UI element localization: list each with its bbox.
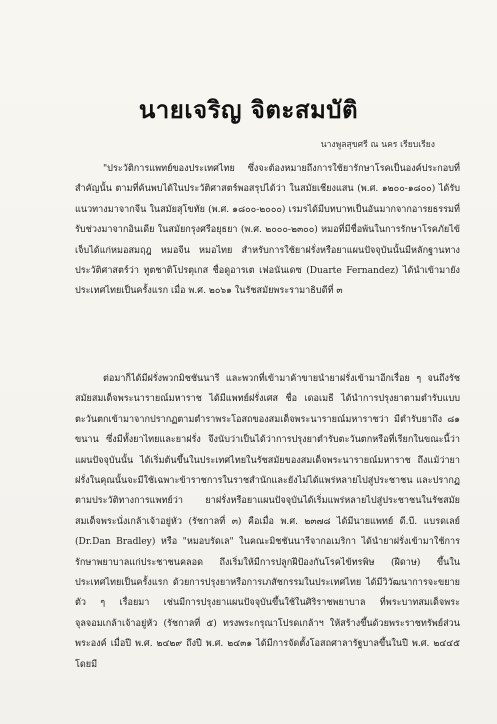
author-line: นางพูลสุขศรี ณ นคร เรียบเรียง: [320, 140, 435, 150]
page-title: นายเจริญ จิตะสมบัติ: [138, 96, 359, 124]
paragraph-2: ต่อมาก็ได้มีฝรั่งพวกมิชชันนารี และพวกที่เข้ามาค้าขายนำยาฝรั่งเข้ามาอีกเรื่อย ๆ จนถึงรัชสมัยสมเด็จพระนารายณ์มหาราช ได้มีแพทย์ฝรั่งเศส ชื่อ เดอเมธี ได้นำการปรุงยาตามตำรับแบบตะวันตกเข้ามาจากปรากฏตามตำราพระโอสถของสมเด็จพระนารายณ์มหาราชว่า มีตำรับยาถึง ๘๑ ขนาน ซึ่งมีทั้งยาไทยและยาฝรั่ง จึงนับว่าเป็นได้ว่าการปรุงยาตำรับตะวันตกหรือที่เรียกในขณะนี้ว่าแผนปัจจุบันนั้น ได้เริ่มต้นขึ้นในประเทศไทยในรัชสมัยของสมเด็จพระนารายณ์มหาราช ถึงแม้ว่ายาฝรั่งในคุณนั้นจะมีใช้เฉพาะข้าราชการในราชสำนักและยังไม่ได้แพร่หลายไปสู่ประชาชน และปรากฏตามประวัติทางการแพทย์ว่า ยาฝรั่งหรือยาแผนปัจจุบันได้เริ่มแพร่หลายไปสู่ประชาชนในรัชสมัยสมเด็จพระนั่งเกล้าเจ้าอยู่หัว (รัชกาลที่ ๓) คือเมื่อ พ.ศ. ๒๓๗๘ ได้มีนายแพทย์ ดี.บี. แบรดเลย์ (Dr.Dan Bradley) หรือ "หมอบรัดเล" ในคณะมิชชันนารีจากอเมริกา ได้นำยาฝรั่งเข้ามาใช้การรักษาพยาบาลแก่ประชาชนคลอด ถึงเริ่มให้มีการปลูกฝีป้องกันโรคไข้ทรพิษ (ฝีดาษ) ขึ้นในประเทศไทยเป็นครั้งแรก ด้วยการปรุงยาหรือการเภสัชกรรมในประเทศไทย ได้มีวิวัฒนาการจะขยายตัว ๆ เรื่อยมา เช่นมีการปรุงยาแผนปัจจุบันขึ้นใช้ในศิริราชพยาบาล ที่พระบาทสมเด็จพระจุลจอมเกล้าเจ้าอยู่หัว (รัชกาลที่ ๕) ทรงพระกรุณาโปรดเกล้าฯ ให้สร้างขึ้นด้วยพระราชทรัพย์ส่วนพระองค์ เมื่อปี พ.ศ. ๒๔๒๙ ถึงปี พ.ศ. ๒๔๓๑ ได้มีการจัดตั้งโอสถศาลารัฐบาลขึ้นในปี พ.ศ. ๒๔๔๕ โดยมี: [75, 374, 460, 670]
paragraph-1: "ประวัติการแพทย์ของประเทศไทย ซึ่งจะต้องหมายถึงการใช้ยารักษาโรคเป็นองค์ประกอบที่สำคัญนั้น ตามที่ค้นพบได้ในประวัติศาสตร์พอสรุปได้ว่า ในสมัยเชียงแสน (พ.ศ. ๑๒๐๐-๑๘๐๐) ได้รับแนวทางมาจากจีน ในสมัยสุโขทัย (พ.ศ. ๑๘๐๐-๒๐๐๐) เรมรได้มีบทบาทเป็นอันมากจากอารยธรรมที่รับช่วงมาจากอินเดีย ในสมัยกรุงศรีอยุธยา (พ.ศ. ๒๐๐๐-๒๓๐๐) หมอที่มีชื่อพ้นในการรักษาโรคภัยไข้เจ็บได้แก่หมอสมฤฎ หมอจีน หมอไทย สำหรับการใช้ยาฝรั่งหรือยาแผนปัจจุบันนั้นมีหลักฐานทางประวัติศาสตร์ว่า ทูตชาติโปรตุเกส ชื่อดูอารเต เฟอนันเดซ (Duarte Fernandez) ได้นำเข้ามายังประเทศไทยเป็นครั้งแรก เมื่อ พ.ศ. ๒๐๖๑ ในรัชสมัยพระรามาธิบดีที่ ๓: [75, 164, 460, 297]
